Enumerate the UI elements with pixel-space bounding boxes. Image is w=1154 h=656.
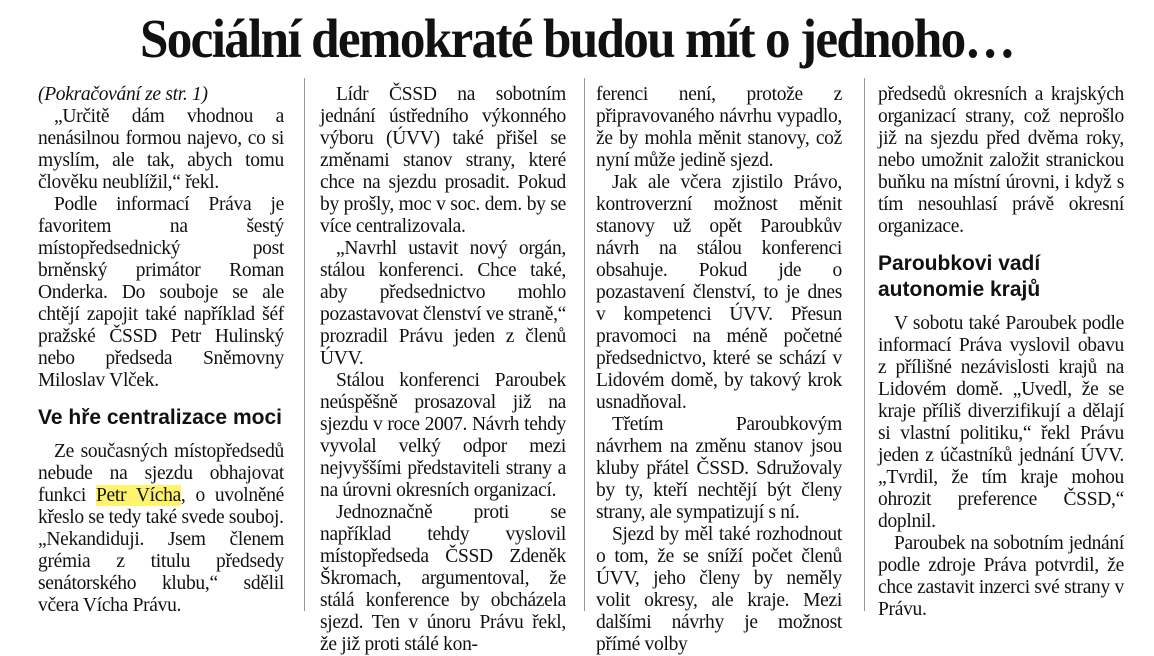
- paragraph: [38, 441, 284, 529]
- paragraph: Paroubek na sobotním jednání podle zdroje Práva potvrdil, že chce zastavit inzerci své strany v Právu.: [878, 533, 1124, 620]
- paragraph: ferenci není, protože z připravovaného návrhu vypadlo, že by mohla měnit stanovy, což nyní může jedině sjezd.: [596, 84, 842, 171]
- paragraph: předsedů okresních a krajských organizací strany, což neprošlo již na sjezdu před dvěma roky, nebo umožnit založit stranickou buňku na místní úrovni, i když s tím nesouhlasí právě okresní organizace.: [878, 84, 1124, 237]
- column-rule: [864, 78, 865, 611]
- paragraph: „Navrhl ustavit nový orgán, stálou konferenci. Chce také, aby předsednictvo mohlo pozastavovat členství ve straně,“ prozradil Právu jeden z členů ÚVV.: [320, 238, 566, 369]
- article-column-2: [320, 84, 566, 656]
- paragraph: Jednoznačně proti se například tehdy vyslovil místopředseda ČSSD Zdeněk Škromach, argumentoval, že stálá konference by obcházela sjezd. Ten v únoru Právu řekl, že již proti stálé kon-: [320, 502, 566, 655]
- article-column-3: [596, 84, 842, 656]
- paragraph: Sjezd by měl také rozhodnout o tom, že se sníží počet členů ÚVV, jeho členy by neměly volit okresy, ale kraje. Mezi dalšími návrhy je možnost přímé volby: [596, 524, 842, 655]
- paragraph: Lídr ČSSD na sobotním jednání ústředního výkonného výboru (ÚVV) také přišel se změnami stanov strany, které chce na sjezdu prosadit. Pokud by prošly, moc v soc. dem. by se více centralizovala.: [320, 84, 566, 237]
- column-rule: [304, 78, 305, 611]
- subheading: Ve hře centralizace moci: [38, 406, 282, 429]
- paragraph: Podle informací Práva je favoritem na šestý místopředsednický post brněnský primátor Roman Onderka. Do souboje se ale chtějí zapojit také například šéf pražské ČSSD Petr Hulinský nebo předseda Sněmovny Miloslav Vlček.: [38, 194, 284, 391]
- paragraph: Jak ale včera zjistilo Právo, kontroverzní možnost měnit stanovy už opět Paroubkův návrh na stálou konferenci obsahuje. Pokud jde o pozastavení členství, to je dnes v kompetenci ÚVV. Přesun pravomoci na méně početné předsednictvo, které se schází v Lidovém domě, by takový krok usnadňoval.: [596, 172, 842, 413]
- headline: Sociální demokraté budou mít o jednoho…: [140, 8, 1014, 69]
- column-rule: [584, 78, 585, 611]
- paragraph: Stálou konferenci Paroubek neúspěšně prosazoval již na sjezdu v roce 2007. Návrh tehdy vyvolal velký odpor mezi nejvyššími představiteli strany a na úrovni okresních organizací.: [320, 370, 566, 501]
- continued-note: (Pokračování ze str. 1): [38, 84, 208, 105]
- highlighted-name: Petr Vícha: [96, 485, 181, 506]
- paragraph: „Určitě dám vhodnou a nenásilnou formou najevo, co si myslím, ale tak, abych tomu člověku neublížil,“ řekl.: [38, 106, 284, 193]
- subheading: Paroubkovi vadí autonomie krajů: [878, 252, 1041, 301]
- article-column-1: [38, 84, 284, 617]
- article-column-4: [878, 84, 1124, 621]
- paragraph-text: Ze současných místopředsedů nebude na sjezdu obhajovat funkci: [38, 441, 284, 506]
- paragraph-text: , o uvolněné křeslo se tedy také svede souboj.: [38, 485, 284, 528]
- paragraph: V sobotu také Paroubek podle informací Práva vyslovil obavu z přílišné nezávislosti krajů na Lidovém domě. „Uvedl, že se kraje příliš diverzifikují a dělají si vlastní politiku,“ řekl Právu jeden z účastníků jednání ÚVV. „Tvrdil, že tím kraje mohou ohrozit preference ČSSD,“ doplnil.: [878, 313, 1124, 532]
- paragraph: Třetím Paroubkovým návrhem na změnu stanov jsou kluby přátel ČSSD. Sdružovaly by ty, kteří nechtějí být členy strany, ale sympatizují s ní.: [596, 414, 842, 523]
- paragraph: „Nekandiduji. Jsem členem grémia z titulu předsedy senátorského klubu,“ sdělil včera Vícha Právu.: [38, 529, 284, 616]
